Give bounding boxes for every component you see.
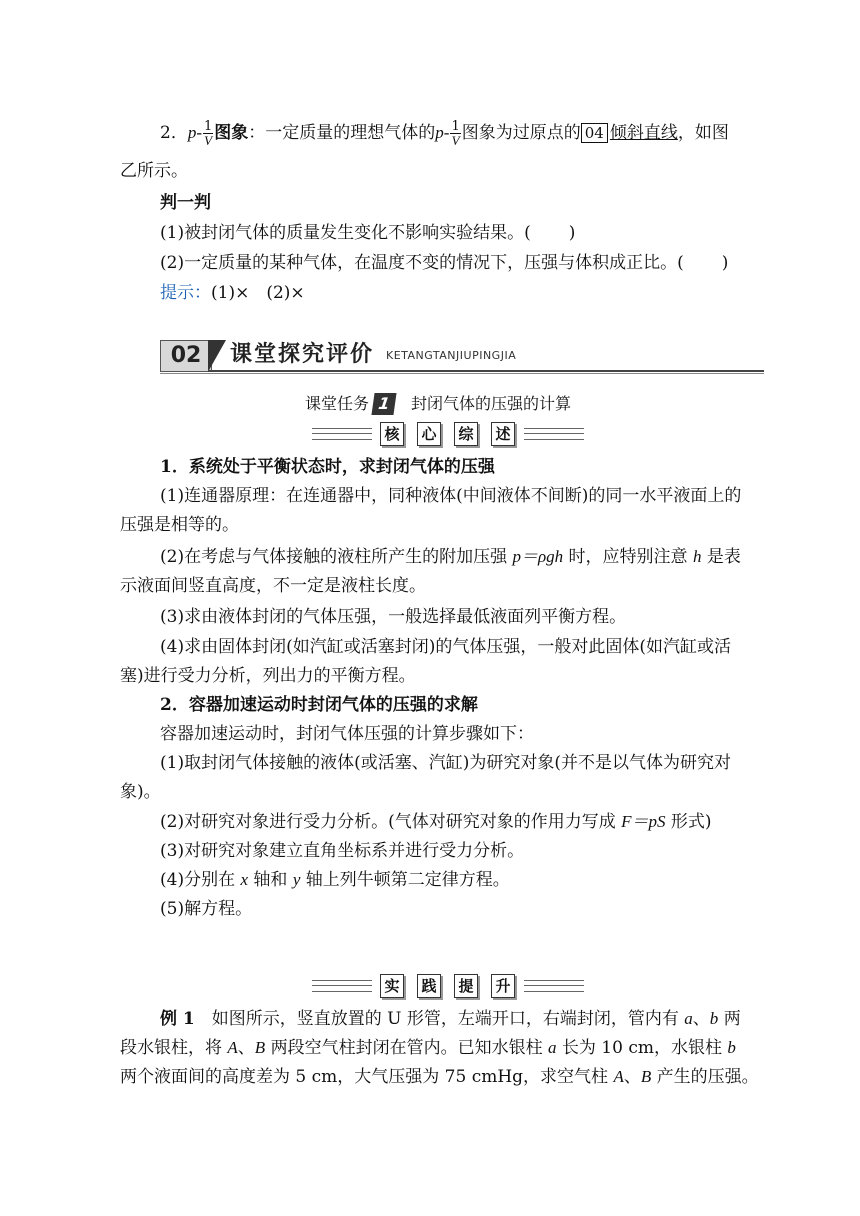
practice-header <box>312 974 584 1000</box>
task-prefix: 课堂任务 <box>305 394 370 413</box>
task-heading <box>305 392 571 416</box>
header-char: 践 <box>417 974 441 998</box>
fraction-1-over-v: $\frac{1}{V}$ <box>204 119 213 148</box>
core-summary-header <box>312 422 584 448</box>
section-number-badge: 02 <box>160 340 212 372</box>
frac-p: p- <box>187 123 202 142</box>
header-char: 述 <box>491 422 515 446</box>
example-line-2: 段水银柱，将 A、B 两段空气柱封闭在管内。已知水银柱 a 长为 10 cm，水银柱 b <box>120 1038 736 1058</box>
para-4b: 塞)进行受力分析，列出力的平衡方程。 <box>120 666 416 686</box>
fraction-1-over-v-2: $\frac{1}{V}$ <box>451 119 460 148</box>
steps-intro: 容器加速运动时，封闭气体压强的计算步骤如下： <box>160 724 534 744</box>
para-3: (3)求由液体封闭的气体压强，一般选择最低液面列平衡方程。 <box>160 607 627 627</box>
banner-rule-thin <box>160 373 764 374</box>
example-line-3: 两个液面间的高度差为 5 cm，大气压强为 75 cmHg，求空气柱 A、B 产生的压强。 <box>120 1067 759 1087</box>
banner-slash-decoration <box>208 340 226 372</box>
header-char: 实 <box>380 974 404 998</box>
section-banner <box>160 338 764 374</box>
heading-2: 2．容器加速运动时封闭气体的压强的求解 <box>160 695 478 715</box>
step-3: (3)对研究对象建立直角坐标系并进行受力分析。 <box>160 841 525 861</box>
header-char: 心 <box>417 422 441 446</box>
item2-line1 <box>160 120 729 147</box>
example-line-1: 例 1 如图所示，竖直放置的 U 形管，左端开口，右端封闭，管内有 a、b 两 <box>160 1009 741 1029</box>
judge-item-2: (2)一定质量的某种气体，在温度不变的情况下，压强与体积成正比。( ) <box>160 253 729 273</box>
section-pinyin: KETANGTANJIUPINGJIA <box>386 349 517 362</box>
header-dash-left <box>312 428 372 440</box>
task-title: 封闭气体的压强的计算 <box>411 394 572 413</box>
header-char: 升 <box>491 974 515 998</box>
item2-text-b: 图象为过原点的 <box>461 123 581 143</box>
step-2: (2)对研究对象进行受力分析。(气体对研究对象的作用力写成 F＝pS 形式) <box>160 812 712 832</box>
header-dash-right <box>524 980 584 992</box>
item2-text-c: ，如图 <box>677 123 729 143</box>
header-char: 提 <box>454 974 478 998</box>
para-1a: (1)连通器原理：在连通器中，同种液体(中间液体不间断)的同一水平液面上的 <box>160 486 742 506</box>
header-char: 核 <box>380 422 404 446</box>
hint: 提示：(1)× (2)× <box>160 283 305 303</box>
item2-line2: 乙所示。 <box>120 161 188 181</box>
section-title: 课堂探究评价 <box>230 342 375 367</box>
header-dash-left <box>312 980 372 992</box>
para-2a: (2)在考虑与气体接触的液柱所产生的附加压强 p＝ρgh 时，应特别注意 h 是表 <box>160 547 741 567</box>
para-4a: (4)求由固体封闭(如汽缸或活塞封闭)的气体压强，一般对此固体(如汽缸或活 <box>160 637 731 657</box>
step-1a: (1)取封闭气体接触的液体(或活塞、汽缸)为研究对象(并不是以气体为研究对 <box>160 753 731 773</box>
para-1b: 压强是相等的。 <box>120 515 239 535</box>
step-4: (4)分别在 x 轴和 y 轴上列牛顿第二定律方程。 <box>160 870 510 890</box>
header-char: 综 <box>454 422 478 446</box>
banner-rule <box>208 370 764 372</box>
item2-number: 2． <box>160 123 188 143</box>
frac-p-2: p- <box>435 123 450 142</box>
task-number-badge: 1 <box>371 393 396 415</box>
para-2b: 示液面间竖直高度，不一定是液柱长度。 <box>120 576 426 596</box>
item2-label: 图象 <box>214 123 249 143</box>
header-dash-right <box>524 428 584 440</box>
step-5: (5)解方程。 <box>160 899 253 919</box>
step-1b: 象)。 <box>120 782 161 802</box>
judge-item-1: (1)被封闭气体的质量发生变化不影响实验结果。( ) <box>160 223 576 243</box>
judge-title: 判一判 <box>160 193 211 213</box>
blank-answer: 倾斜直线 <box>609 123 678 143</box>
blank-number-box: 04 <box>581 123 608 143</box>
item2-text-a: ：一定质量的理想气体的 <box>248 123 436 143</box>
heading-1: 1．系统处于平衡状态时，求封闭气体的压强 <box>160 457 495 477</box>
example-label: 例 1 <box>160 1009 195 1029</box>
